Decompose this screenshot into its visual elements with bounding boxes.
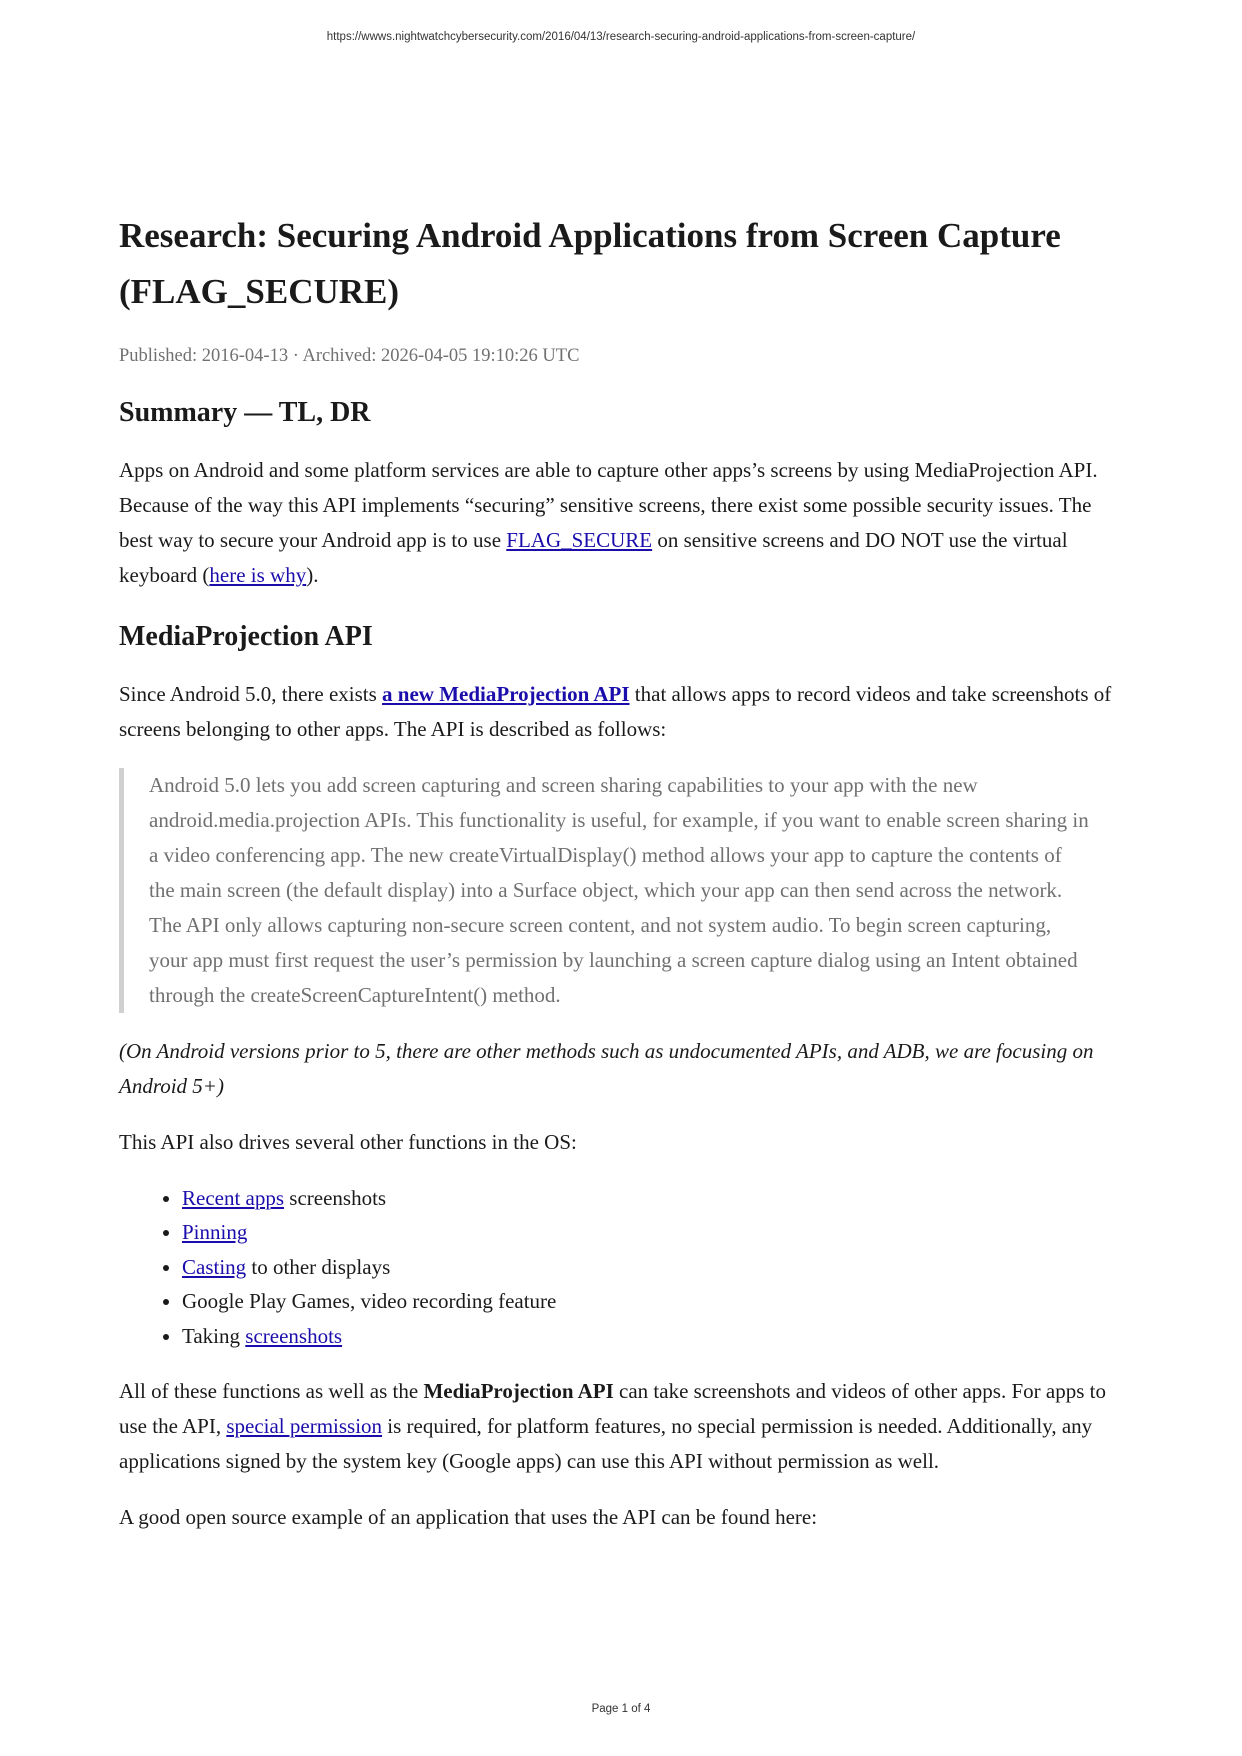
open-source-example-paragraph: A good open source example of an application that uses the API can be found here: [119,1505,818,1530]
flag-secure-link[interactable]: FLAG_SECURE [506,528,653,552]
list-item [182,1250,1129,1284]
list-item [182,1319,1129,1353]
mediaprojection-api-link[interactable]: a new MediaProjection API [382,682,630,706]
mediaprojection-intro [119,677,1129,747]
mediaprojection-heading: MediaProjection API [119,621,373,652]
here-is-why-link[interactable]: here is why [209,563,307,587]
summary-text-2: on sensitive screens and DO NOT use the virtual keyboard ( [119,528,1068,587]
functions-text-1: All of these functions as well as the [119,1379,424,1404]
article [119,208,1129,1535]
summary-paragraph [119,453,1129,593]
summary-heading: Summary — TL, DR [119,397,371,428]
summary-text-3: ). [306,563,319,587]
functions-intro: This API also drives several other functions in the OS: [119,1130,577,1154]
article-meta: Published: 2016-04-13 · Archived: 2026-04-05 19:10:26 UTC [119,346,580,366]
list-item [182,1181,1129,1215]
list-item-text: screenshots [284,1186,387,1210]
api-description-quote: Android 5.0 lets you add screen capturing and screen sharing capabilities to your app with the new android.media.projection APIs. This functionality is useful, for example, if you want to enable screen sharing in a video conferencing app. The new createVirtualDisplay() method allows your app to capture the contents of the main screen (the default display) into a Surface object, which your app can then send across the network. The API only allows capturing non-secure screen content, and not system audio. To begin screen capturing, your app must first request the user’s permission by launching a screen capture dialog using an Intent obtained through the createScreenCaptureIntent() method. [119,768,1089,1013]
functions-text-2: can take screenshots and videos of other apps. For apps to use the API, [119,1379,1106,1439]
pinning-link[interactable]: Pinning [182,1220,248,1245]
mediaprojection-text-2: that allows apps to record videos and take screenshots of screens belonging to other apps. The API is described as follows: [119,682,1112,741]
functions-paragraph [119,1374,1129,1479]
screenshots-link[interactable]: screenshots [245,1323,343,1348]
list-item-text: Taking [182,1323,246,1348]
list-item-text: Google Play Games, video recording feature [182,1289,557,1314]
summary-text-1: Apps on Android and some platform services are able to capture other apps’s screens by using MediaProjection API. Because of the way this API implements “securing” sensitive screens, there exist some possible security issues. The best way to secure your Android app is to use [119,458,1098,552]
article-title: Research: Securing Android Applications from Screen Capture (FLAG_SECURE) [119,216,1061,311]
os-functions-list [119,1181,1129,1353]
android-version-note: (On Android versions prior to 5, there are other methods such as undocumented APIs, and ADB, we are focusing on Android 5+) [119,1039,1094,1098]
casting-link[interactable]: Casting [182,1254,247,1279]
page-number: Page 1 of 4 [591,1703,651,1715]
list-item [182,1215,1129,1249]
list-item-text: to other displays [246,1254,391,1279]
recent-apps-link[interactable]: Recent apps [182,1186,285,1210]
list-item [182,1284,1129,1318]
special-permission-link[interactable]: special permission [226,1414,383,1439]
functions-text-3: is required, for platform features, no special permission is needed. Additionally, any applications signed by the system key (Google apps) can use this API without permission as well. [119,1414,1093,1474]
mediaprojection-api-bold: MediaProjection API [423,1379,614,1404]
mediaprojection-text-1: Since Android 5.0, there exists [119,682,383,706]
page-url: https://wwws.nightwatchcybersecurity.com/2016/04/13/research-securing-android-applications-from-screen-capture/ [326,31,916,43]
